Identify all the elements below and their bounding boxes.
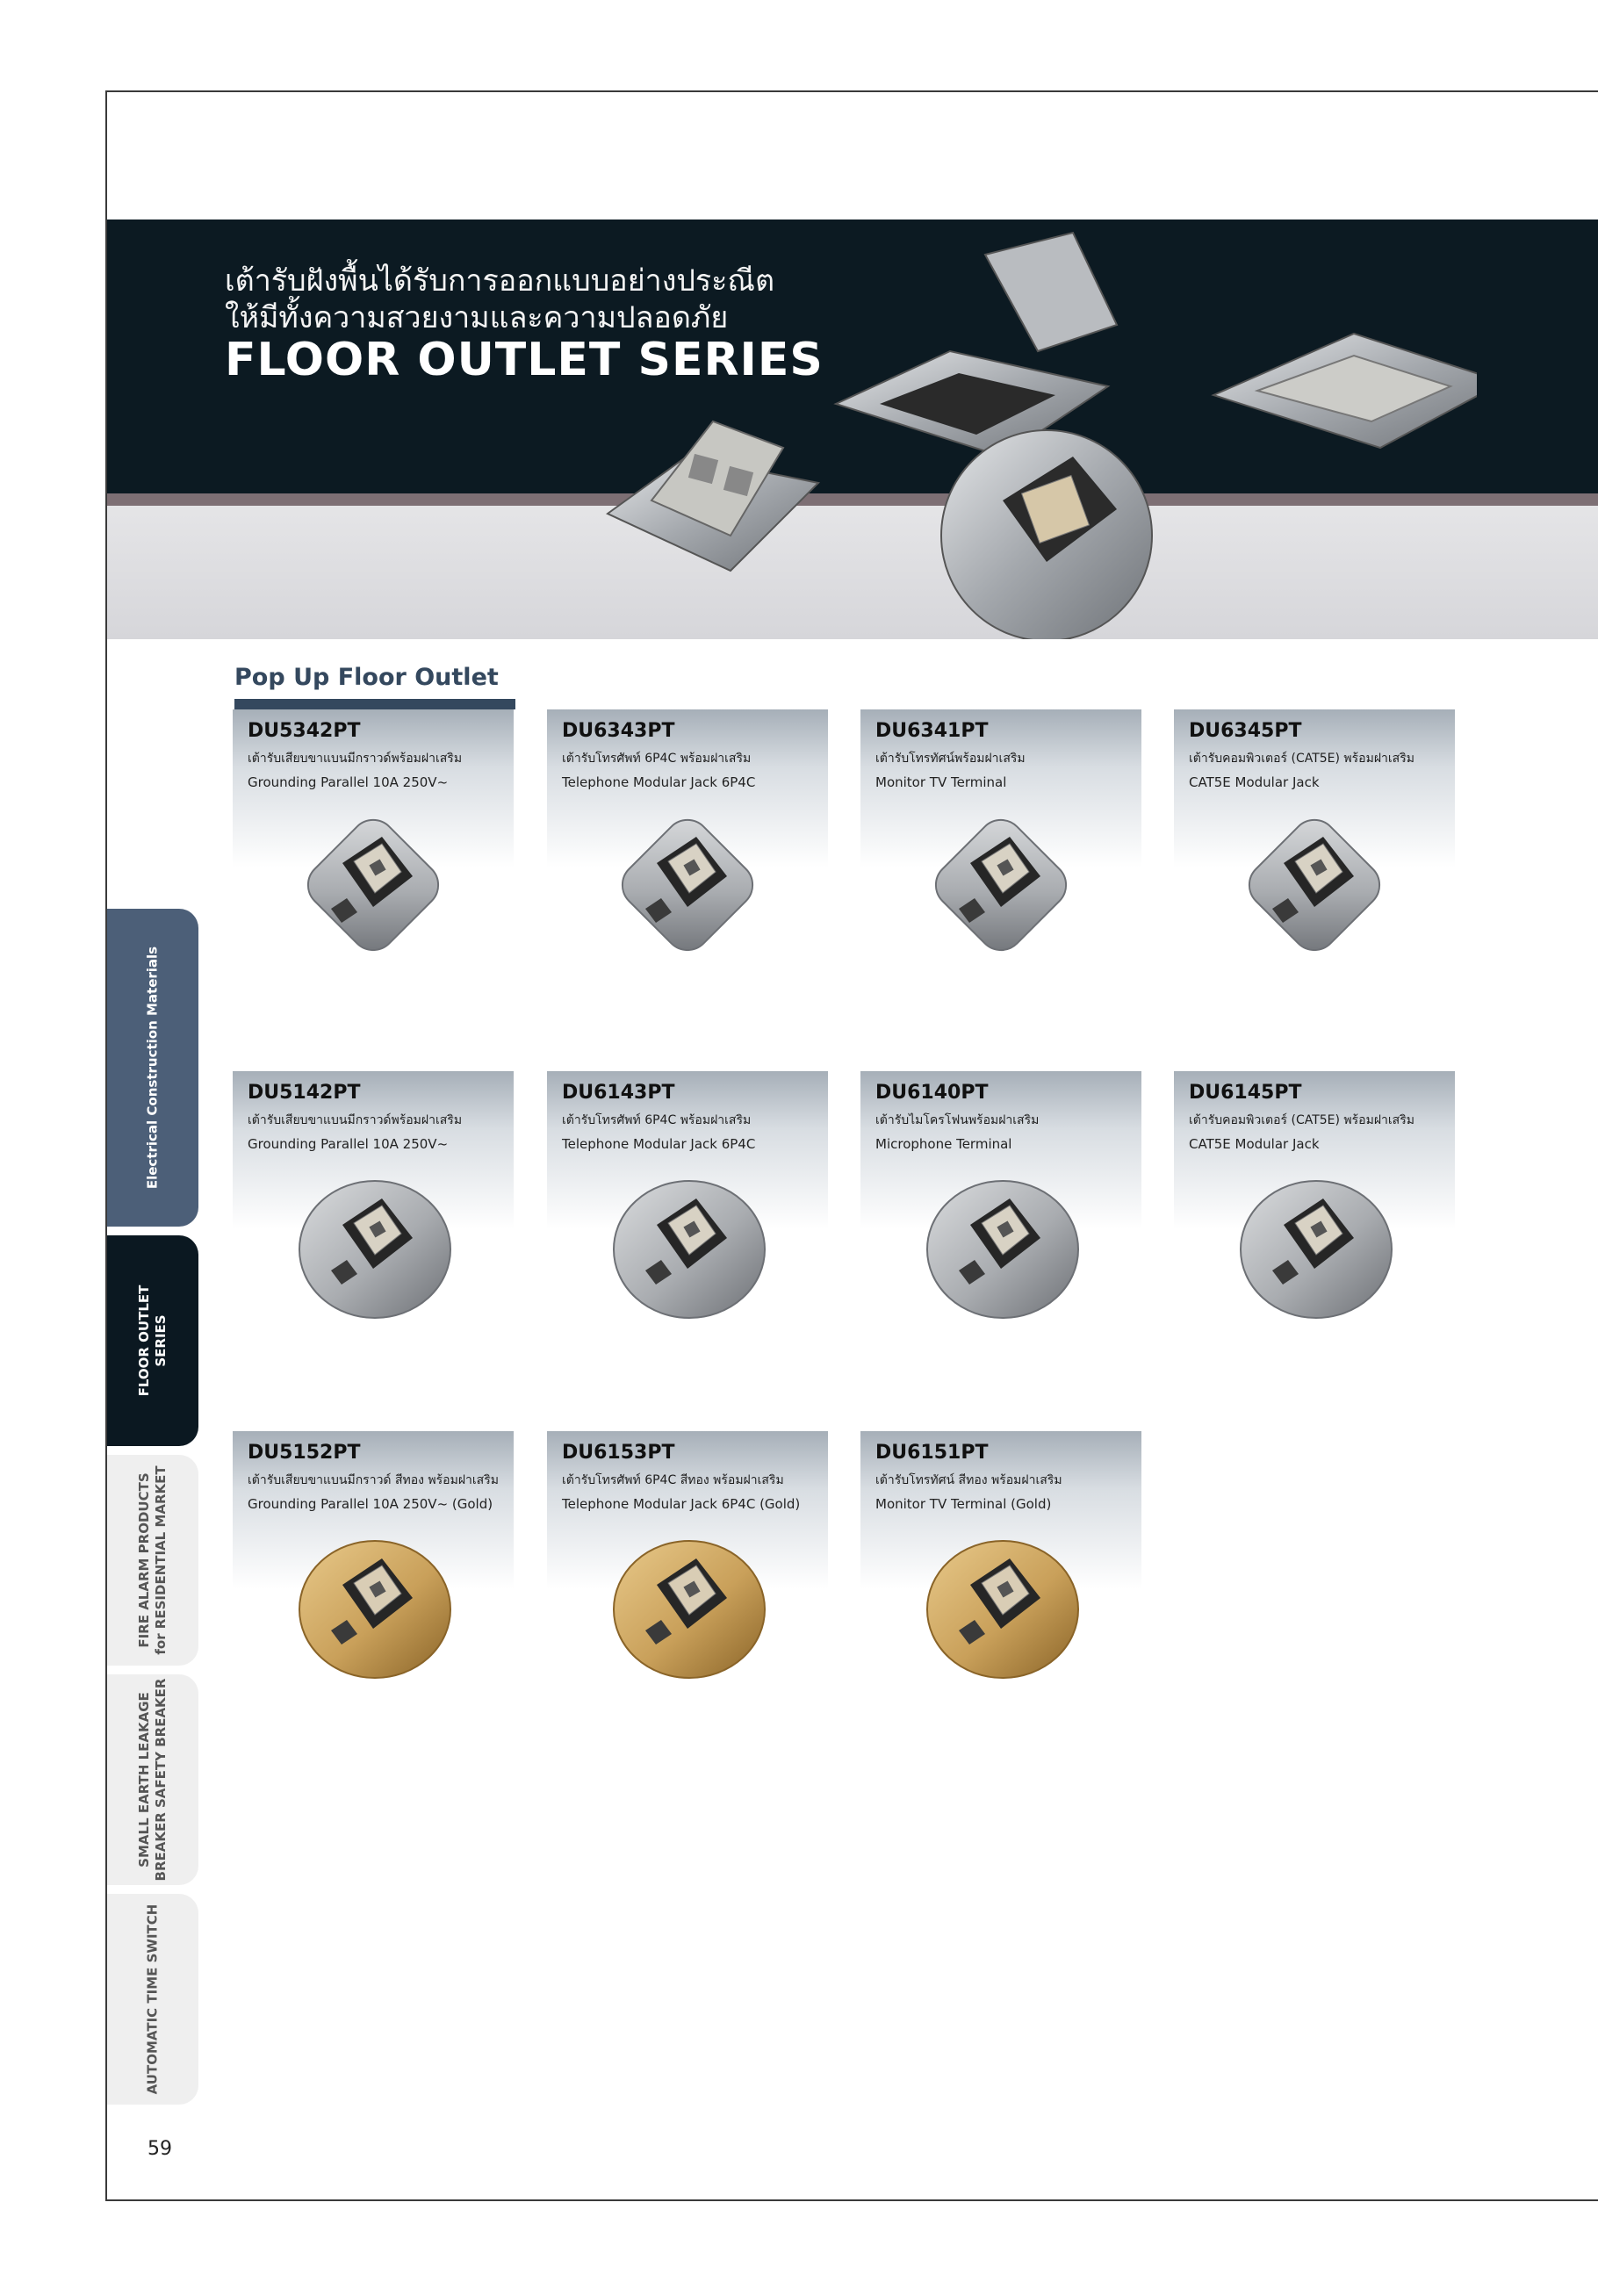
side-tab-time-switch[interactable] (107, 1894, 198, 2105)
hero-banner (107, 220, 1598, 639)
product-english-description: Telephone Modular Jack 6P4C (562, 1136, 756, 1152)
product-card (547, 709, 828, 973)
product-card (1174, 1071, 1455, 1335)
product-image (922, 1532, 1080, 1681)
product-code: DU6153PT (562, 1442, 675, 1464)
product-code: DU6143PT (562, 1082, 675, 1104)
banner-thai-line1: เต้ารับฝังพื้นได้รับการออกแบบอย่างประณีต (225, 263, 775, 299)
product-thai-description: เต้ารับเสียบขาแบนมีกราวด์พร้อมฝาเสริม (248, 752, 463, 766)
product-image (608, 1172, 767, 1321)
side-tab-label: AUTOMATIC TIME SWITCH (144, 1904, 161, 2095)
side-tab-fire-alarm[interactable] (107, 1455, 198, 1666)
product-english-description: CAT5E Modular Jack (1189, 1136, 1320, 1152)
product-code: DU6145PT (1189, 1082, 1302, 1104)
product-image (1235, 810, 1393, 960)
banner-thai-line2: ให้มีทั้งความสวยงามและความปลอดภัย (225, 300, 729, 335)
side-tab-label: FIRE ALARM PRODUCTS for RESIDENTIAL MARKET (136, 1465, 169, 1655)
product-image (294, 810, 452, 960)
product-image (1235, 1172, 1393, 1321)
product-english-description: Telephone Modular Jack 6P4C (562, 774, 756, 790)
product-code: DU5342PT (248, 720, 361, 742)
product-card (860, 709, 1141, 973)
product-english-description: Monitor TV Terminal (Gold) (875, 1496, 1052, 1512)
side-tab-label: FLOOR OUTLET SERIES (136, 1285, 169, 1397)
product-card (860, 1431, 1141, 1695)
side-tab-electrical-construction[interactable] (107, 909, 198, 1227)
product-english-description: Grounding Parallel 10A 250V~ (248, 1136, 449, 1152)
product-thai-description: เต้ารับคอมพิวเตอร์ (CAT5E) พร้อมฝาเสริม (1189, 1113, 1414, 1127)
section-accent-bar (234, 699, 515, 709)
product-card (547, 1431, 828, 1695)
side-tab-label: SMALL EARTH LEAKAGE BREAKER SAFETY BREAKER (136, 1678, 169, 1882)
product-card (860, 1071, 1141, 1335)
product-code: DU6341PT (875, 720, 989, 742)
product-thai-description: เต้ารับโทรศัพท์ 6P4C สีทอง พร้อมฝาเสริม (562, 1473, 784, 1487)
hero-product-image (511, 220, 1477, 639)
product-image (294, 1532, 452, 1681)
side-tab-earth-leakage[interactable] (107, 1674, 198, 1885)
product-english-description: Microphone Terminal (875, 1136, 1012, 1152)
product-image (608, 810, 767, 960)
product-english-description: Telephone Modular Jack 6P4C (Gold) (562, 1496, 801, 1512)
product-code: DU5142PT (248, 1082, 361, 1104)
product-thai-description: เต้ารับโทรศัพท์ 6P4C พร้อมฝาเสริม (562, 1113, 752, 1127)
product-card (233, 1431, 514, 1695)
product-card (233, 1071, 514, 1335)
product-english-description: CAT5E Modular Jack (1189, 774, 1320, 790)
product-image (608, 1532, 767, 1681)
product-code: DU5152PT (248, 1442, 361, 1464)
product-code: DU6343PT (562, 720, 675, 742)
product-thai-description: เต้ารับโทรทัศน์ สีทอง พร้อมฝาเสริม (875, 1473, 1062, 1487)
product-image (922, 1172, 1080, 1321)
banner-title: FLOOR OUTLET SERIES (225, 334, 824, 386)
product-code: DU6345PT (1189, 720, 1302, 742)
product-thai-description: เต้ารับไมโครโฟนพร้อมฝาเสริม (875, 1113, 1040, 1127)
product-thai-description: เต้ารับเสียบขาแบนมีกราวด์ สีทอง พร้อมฝาเสริม (248, 1473, 499, 1487)
product-card (233, 709, 514, 973)
product-english-description: Grounding Parallel 10A 250V~ (248, 774, 449, 790)
section-title: Pop Up Floor Outlet (234, 664, 499, 691)
product-card (1174, 709, 1455, 973)
page-number: 59 (148, 2138, 172, 2160)
product-thai-description: เต้ารับเสียบขาแบนมีกราวด์พร้อมฝาเสริม (248, 1113, 463, 1127)
side-tab-floor-outlet[interactable] (107, 1235, 198, 1446)
product-image (922, 810, 1080, 960)
side-tab-label: Electrical Construction Materials (144, 946, 161, 1190)
product-english-description: Grounding Parallel 10A 250V~ (Gold) (248, 1496, 493, 1512)
product-code: DU6140PT (875, 1082, 989, 1104)
product-code: DU6151PT (875, 1442, 989, 1464)
product-image (294, 1172, 452, 1321)
product-thai-description: เต้ารับโทรศัพท์ 6P4C พร้อมฝาเสริม (562, 752, 752, 766)
product-english-description: Monitor TV Terminal (875, 774, 1007, 790)
product-thai-description: เต้ารับคอมพิวเตอร์ (CAT5E) พร้อมฝาเสริม (1189, 752, 1414, 766)
product-thai-description: เต้ารับโทรทัศน์พร้อมฝาเสริม (875, 752, 1026, 766)
product-card (547, 1071, 828, 1335)
